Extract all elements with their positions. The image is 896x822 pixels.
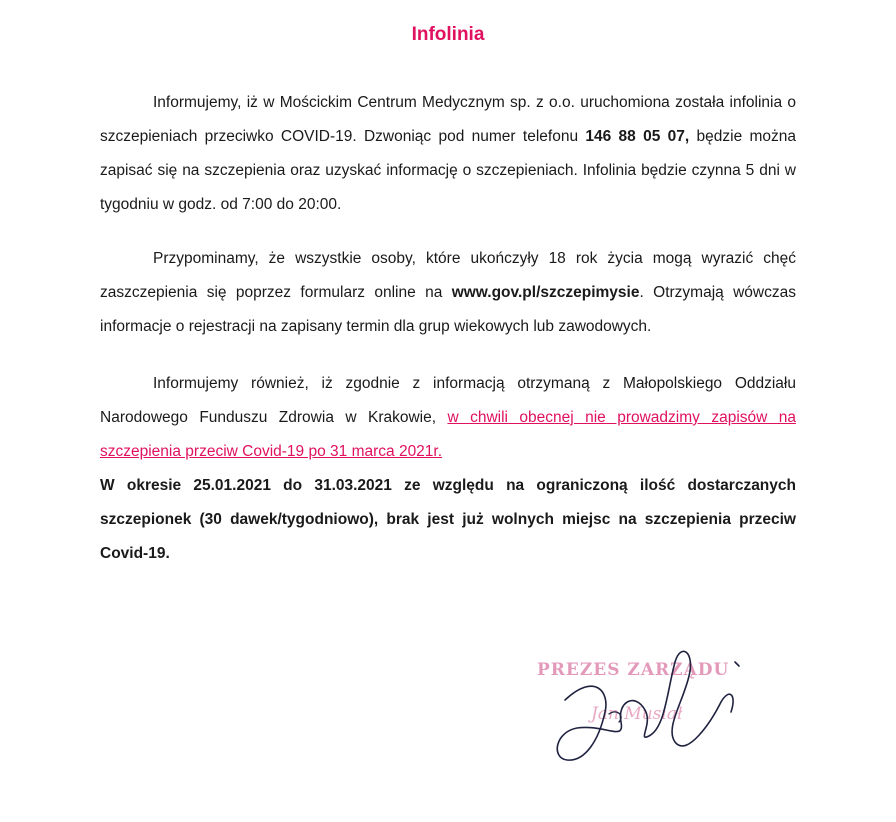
document-title: Infolinia [411,24,485,45]
stamp-name: Jan Musiał [591,704,683,724]
paragraph-infoline-text-a: Informujemy, iż w Mościckim Centrum Medycznym sp. z o.o. uruchomiona została infolinia o szczepieniach przeciwko COVID-19. Dzwoniąc pod numer telefonu [100,94,796,145]
paragraph-online-form-text-a: Przypominamy, że wszystkie osoby, które ukończyły 18 rok życia mogą wyrazić chęć zaszczepienia się poprzez formularz online na [100,250,796,301]
paragraph-infoline-text-b: będzie można zapisać się na szczepienia oraz uzyskać informację o szczepieniach. Infolinia będzie czynna 5 dni w tygodniu w godz. od 7:00 do 20:00. [100,128,797,213]
gov-url: www.gov.pl/szczepimysie [451,284,640,301]
paragraph-no-slots: W okresie 25.01.2021 do 31.03.2021 ze względu na ograniczoną ilość dostarczanych szczepionek (30 dawek/tygodniowo), brak jest już wolnych miejsc na szczepienia przeciw Covid-19. [100,477,796,562]
paragraph-nfz [100,367,796,469]
registration-notice-highlight: w chwili obecnej nie prowadzimy zapisów na szczepienia przeciw Covid-19 po 31 marca 2021r. [100,409,796,460]
paragraph-online-form-text-b: . Otrzymają wówczas informacje o rejestracji na zapisany termin dla grup wiekowych lub zawodowych. [100,284,796,335]
phone-number: 146 88 05 07, [585,128,690,145]
stamp-title: PREZES ZARZĄDU [537,660,730,680]
paragraph-online-form [100,242,796,344]
handwritten-signature-icon [525,632,765,792]
paragraph-infoline [100,86,796,222]
paragraph-nfz-text-a: Informujemy również, iż zgodnie z informacją otrzymaną z Małopolskiego Oddziału Narodowego Funduszu Zdrowia w Krakowie, [100,375,796,426]
signature-stamp [525,632,765,792]
